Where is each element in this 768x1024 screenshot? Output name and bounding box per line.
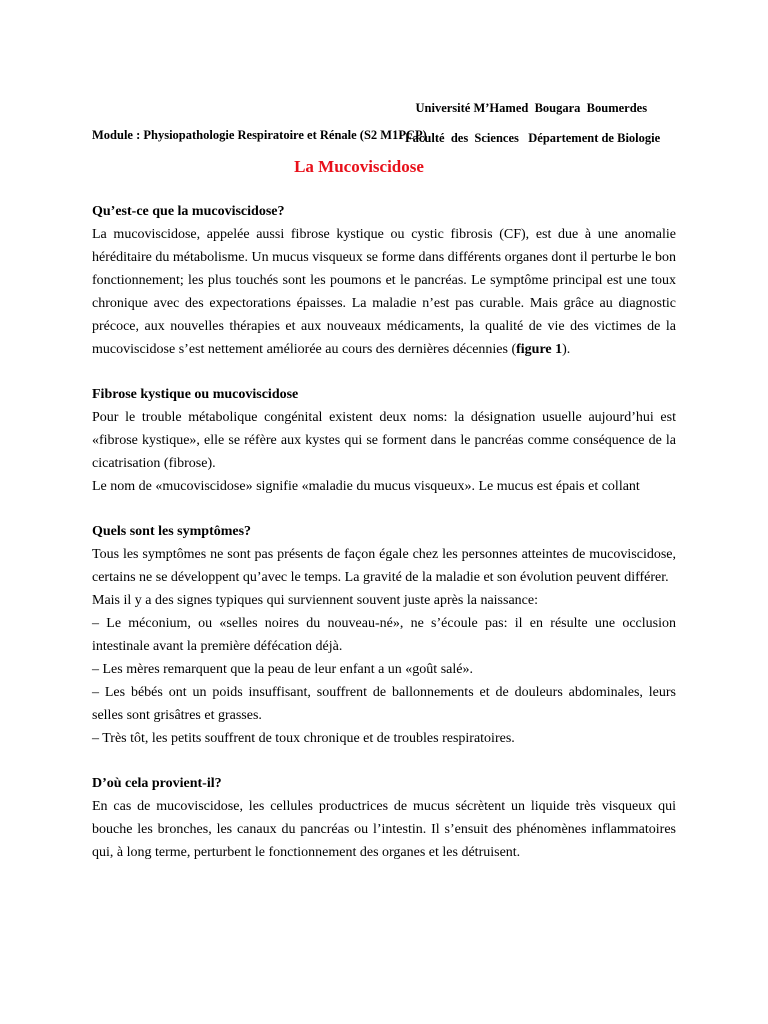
paragraph-symptomes-1: Tous les symptômes ne sont pas présents de façon égale chez les personnes atteintes de mucoviscidose, certains ne se développent qu’avec le temps. La gravité de la maladie et son évolution peuvent différer.: [92, 547, 676, 585]
paragraph-what-is: [92, 223, 676, 361]
list-item: – Les bébés ont un poids insuffisant, souffrent de ballonnements et de douleurs abdominales, leurs selles sont grisâtres et grasses.: [92, 685, 676, 723]
list-item: – Très tôt, les petits souffrent de toux chronique et de troubles respiratoires.: [92, 731, 515, 746]
paragraph-text-end: ).: [562, 342, 571, 357]
section-heading-symptomes: Quels sont les symptômes?: [92, 524, 252, 539]
paragraph-fibrose-2: Le nom de «mucoviscidose» signifie «maladie du mucus visqueux». Le mucus est épais et collant: [92, 479, 640, 494]
module-line: Module : Physiopathologie Respiratoire et Rénale (S2 M1PCP): [92, 128, 427, 142]
paragraph-symptomes-2: Mais il y a des signes typiques qui surviennent souvent juste après la naissance:: [92, 593, 538, 608]
figure-reference: figure 1: [516, 342, 563, 357]
document-body: [92, 200, 676, 864]
document-title: La Mucoviscidose: [294, 157, 424, 176]
paragraph-origine: En cas de mucoviscidose, les cellules productrices de mucus sécrètent un liquide très visqueux qui bouche les bronches, les canaux du pancréas ou l’intestin. Il s’ensuit des phénomènes inflammatoires qui, à long terme, perturbent le fonctionnement des organes et les détruisent.: [92, 799, 676, 860]
list-item: – Le méconium, ou «selles noires du nouveau-né», ne s’écoule pas: il en résulte une occlusion intestinale avant la première défécation déjà.: [92, 616, 676, 654]
list-item: – Les mères remarquent que la peau de leur enfant a un «goût salé».: [92, 662, 473, 677]
paragraph-fibrose-1: Pour le trouble métabolique congénital existent deux noms: la désignation usuelle aujourd’hui est «fibrose kystique», elle se réfère aux kystes qui se forment dans le pancréas comme conséquence de la cicatrisation (fibrose).: [92, 410, 676, 471]
paragraph-text: La mucoviscidose, appelée aussi fibrose kystique ou cystic fibrosis (CF), est due à une anomalie héréditaire du métabolisme. Un mucus visqueux se forme dans différents organes dont il perturbe le bon fonctionnement; les plus touchés sont les poumons et le pancréas. Le symptôme principal est une toux chronique avec des expectorations épaisses. La maladie n’est pas curable. Mais grâce au diagnostic précoce, aux nouvelles thérapies et aux nouveaux médicaments, la qualité de vie des victimes de la mucoviscidose s’est nettement améliorée au cours des dernières décennies (: [92, 227, 676, 357]
section-heading-fibrose: Fibrose kystique ou mucoviscidose: [92, 387, 299, 402]
section-heading-what-is: Qu’est-ce que la mucoviscidose?: [92, 204, 285, 219]
university-name: Université M’Hamed Bougara Boumerdes: [415, 101, 648, 115]
faculty-department: Faculté des Sciences Département de Biologie: [405, 131, 661, 145]
section-heading-origine: D’où cela provient-il?: [92, 776, 222, 791]
